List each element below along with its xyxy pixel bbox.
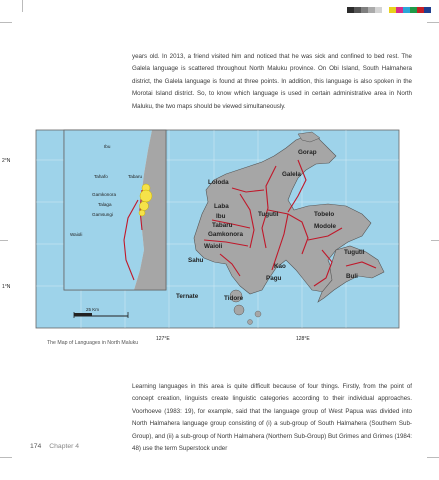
region-label: Tugutil: [258, 211, 279, 218]
small-island: [248, 320, 253, 325]
color-swatch: [347, 7, 354, 13]
language-map: [2, 130, 399, 342]
scale-label: 25 Km: [86, 307, 100, 312]
color-swatch: [368, 7, 375, 13]
inset-label: Tabaru: [128, 174, 143, 179]
color-swatch: [410, 7, 417, 13]
lat-label: 2°N: [2, 158, 11, 164]
region-label: Tobelo: [314, 211, 335, 218]
color-swatch: [396, 7, 403, 13]
region-label: Buli: [346, 273, 358, 280]
color-swatch: [361, 7, 368, 13]
region-label: Pagu: [266, 275, 282, 282]
region-label: Tabaru: [212, 222, 233, 229]
crop-mark: [431, 240, 439, 241]
inset-label: Gamkonora: [92, 192, 117, 197]
inset-label: Ibu: [104, 144, 111, 149]
language-point: [140, 202, 149, 211]
region-label: Loloda: [208, 179, 229, 186]
region-label: Sahu: [188, 257, 204, 264]
color-swatch: [424, 7, 431, 13]
region-label: Ternate: [176, 293, 199, 300]
region-label: Galela: [282, 171, 301, 178]
crop-mark: [0, 22, 12, 23]
region-label: Gorap: [298, 149, 317, 156]
inset-label: Tahafo: [94, 174, 108, 179]
crop-mark: [0, 457, 12, 458]
color-swatch: [354, 7, 361, 13]
color-swatch: [417, 7, 424, 13]
lat-label: 1°N: [2, 284, 11, 290]
language-point: [139, 210, 145, 216]
print-color-bar: [347, 7, 431, 13]
lon-label: 127°E: [156, 336, 170, 342]
color-swatch: [375, 7, 382, 13]
color-swatch: [389, 7, 396, 13]
inset-map: [64, 130, 166, 290]
region-label: Tidore: [224, 295, 244, 302]
inset-label: Gamsungi: [92, 212, 113, 217]
crop-mark: [0, 240, 8, 241]
crop-mark: [427, 457, 439, 458]
lon-label: 128°E: [296, 336, 310, 342]
region-label: Gamkonora: [208, 231, 243, 238]
inset-label: Talaga: [98, 202, 112, 207]
region-label: Kao: [274, 263, 286, 270]
body-paragraph-top: years old. In 2013, a friend visited him and noticed that he was sick and confined to bed rest. The Galela language is scattered throughout North Maluku province. On Obi Island, South Halmahera district, the Galela language is found at three points. In addition, this language is also spoken in the Morotai Island district. So, to know which language is used in certain administrative area in North Maluku, the two maps should be viewed simultaneously.: [132, 53, 412, 110]
tidore-island: [234, 305, 244, 315]
small-island: [255, 311, 261, 317]
inset-label: Waioli: [70, 232, 83, 237]
region-label: Ibu: [216, 213, 226, 220]
map-caption: The Map of Languages in North Maluku: [47, 340, 139, 346]
crop-mark: [22, 0, 23, 12]
color-swatch: [382, 7, 389, 13]
region-label: Laba: [214, 203, 229, 210]
language-point: [140, 190, 152, 202]
region-label: Modole: [314, 223, 337, 230]
body-paragraph-bottom: Learning languages in this area is quite difficult because of four things. Firstly, from the point of concept creation, linguists create linguistic categories according to their individual approaches. Voorhoeve (1983: 19), for example, said that the language group of West Papua was divided into North Halmahera language group consisting of (i) a sub-group of South Halmahera (Southern Sub-Group), and (ii) a sub-group of North Halmahera (Northern Sub-Group) But Grimes and Grimes (1984: 48) use the term Superstock under: [132, 383, 412, 453]
region-label: Waioli: [204, 243, 223, 250]
page-footer: [30, 443, 79, 450]
page-number: 174: [30, 443, 42, 450]
region-label: Tugutil: [344, 249, 365, 256]
chapter-label: Chapter 4: [49, 443, 80, 450]
crop-mark: [427, 22, 439, 23]
color-swatch: [403, 7, 410, 13]
